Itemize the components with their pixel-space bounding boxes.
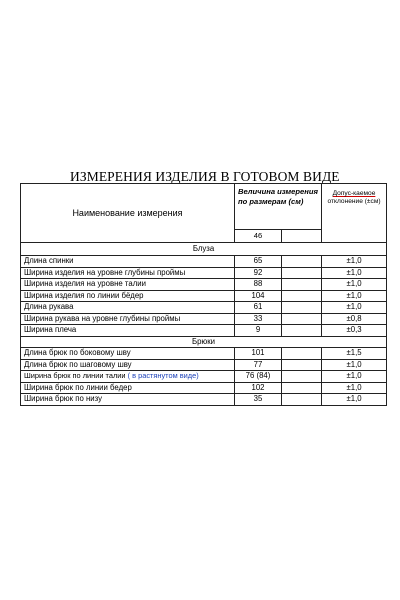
row-name: Ширина изделия по линии бёдер (21, 290, 235, 302)
row-tolerance: ±1,0 (322, 371, 387, 383)
row-value: 65 (235, 256, 282, 268)
row-value: 77 (235, 359, 282, 371)
row-value: 61 (235, 302, 282, 314)
row-name: Длина брюк по боковому шву (21, 348, 235, 360)
section-title-cell (21, 243, 387, 256)
row-name-note: ( в растянутом виде) (127, 371, 199, 381)
row-name-cell (21, 371, 235, 383)
row-value: 88 (235, 279, 282, 291)
size-empty-cell (282, 230, 322, 243)
row-tolerance: ±1,0 (322, 359, 387, 371)
row-empty (282, 325, 322, 337)
table-row (21, 371, 387, 383)
row-name: Ширина брюк по низу (21, 394, 235, 406)
row-value: 33 (235, 313, 282, 325)
row-empty (282, 290, 322, 302)
section-title: Блуза (192, 244, 215, 253)
table-row (21, 394, 387, 406)
row-value: 9 (235, 325, 282, 337)
row-empty (282, 359, 322, 371)
section-title: Брюки (191, 336, 216, 346)
row-name: Ширина брюк по линии бедер (21, 382, 235, 394)
size-label: 46 (253, 231, 263, 240)
section-row (21, 336, 387, 348)
row-empty (282, 371, 322, 383)
row-value: 76 (84) (235, 371, 282, 383)
row-name: Длина рукава (21, 302, 235, 314)
table-row (21, 302, 387, 314)
header-tolerance-label-1: Допус-каемое (332, 190, 376, 197)
row-empty (282, 267, 322, 279)
header-value-label: Величина измерения по размерам (см) (238, 187, 318, 206)
row-name: Ширина изделия на уровне глубины проймы (21, 267, 235, 279)
table-row (21, 290, 387, 302)
row-tolerance: ±0,3 (322, 325, 387, 337)
header-tolerance-label-2: отклонение (±см) (327, 197, 381, 205)
table-row (21, 359, 387, 371)
header-value-cell (235, 184, 322, 230)
row-value: 104 (235, 290, 282, 302)
row-empty (282, 302, 322, 314)
table-row (21, 279, 387, 291)
row-tolerance: ±1,0 (322, 394, 387, 406)
row-empty (282, 348, 322, 360)
row-value: 102 (235, 382, 282, 394)
row-tolerance: ±0,8 (322, 313, 387, 325)
row-tolerance: ±1,5 (322, 348, 387, 360)
row-tolerance: ±1,0 (322, 267, 387, 279)
row-value: 35 (235, 394, 282, 406)
row-tolerance: ±1,0 (322, 382, 387, 394)
row-name: Ширина брюк по линии талии (24, 371, 126, 381)
table-row (21, 348, 387, 360)
row-empty (282, 279, 322, 291)
header-tolerance-cell (322, 184, 387, 243)
table-row (21, 256, 387, 268)
row-name: Ширина плеча (21, 325, 235, 337)
table-row (21, 267, 387, 279)
row-empty (282, 313, 322, 325)
row-tolerance: ±1,0 (322, 290, 387, 302)
size-cell (235, 230, 282, 243)
row-empty (282, 256, 322, 268)
measurements-table (20, 183, 387, 406)
section-row (21, 243, 387, 256)
row-name: Ширина рукава на уровне глубины проймы (21, 313, 235, 325)
row-name: Ширина изделия на уровне талии (21, 279, 235, 291)
row-value: 92 (235, 267, 282, 279)
header-name-cell (21, 184, 235, 243)
header-name-label: Наименование измерения (72, 208, 183, 218)
document-title: ИЗМЕРЕНИЯ ИЗДЕЛИЯ В ГОТОВОМ ВИДЕ (70, 169, 340, 184)
row-name: Длина брюк по шаговому шву (21, 359, 235, 371)
row-empty (282, 382, 322, 394)
table-row (21, 382, 387, 394)
section-title-cell (21, 336, 387, 348)
row-tolerance: ±1,0 (322, 256, 387, 268)
row-value: 101 (235, 348, 282, 360)
row-tolerance: ±1,0 (322, 279, 387, 291)
table-row (21, 325, 387, 337)
header-row (21, 184, 387, 230)
row-tolerance: ±1,0 (322, 302, 387, 314)
table-row (21, 313, 387, 325)
row-empty (282, 394, 322, 406)
row-name: Длина спинки (21, 256, 235, 268)
